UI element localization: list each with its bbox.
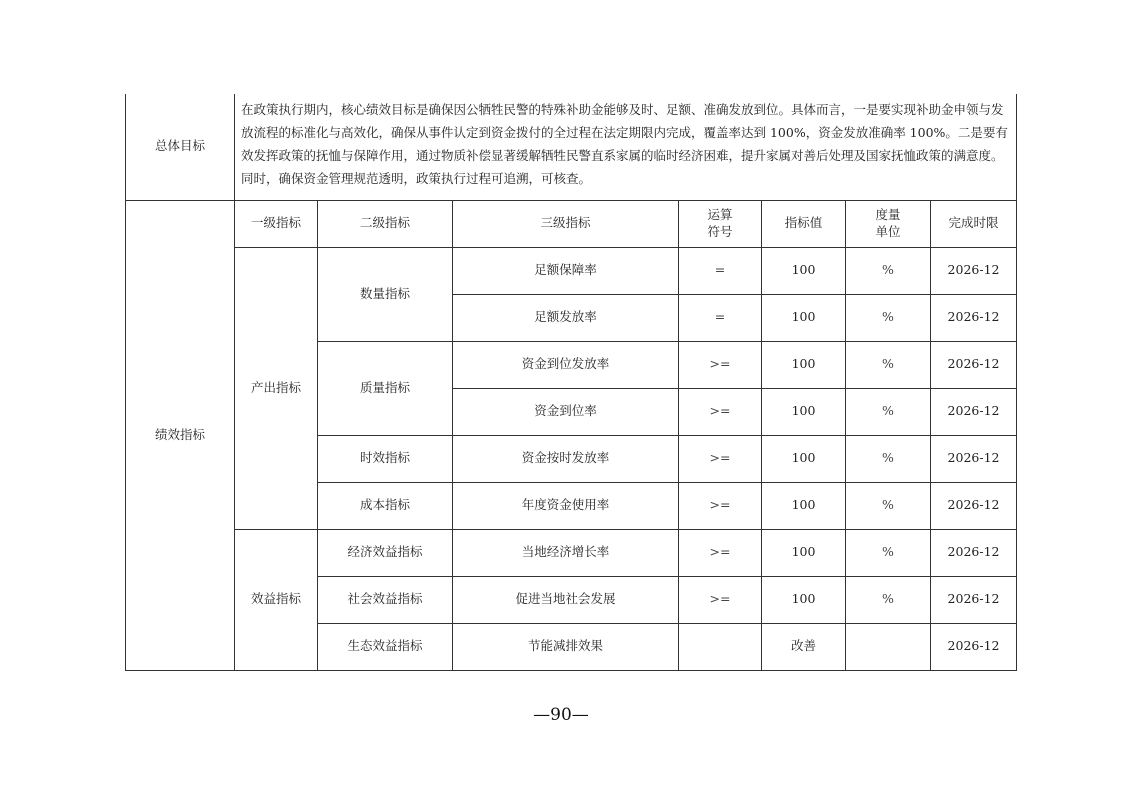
indicator-operator: >= (679, 388, 762, 435)
header-deadline: 完成时限 (931, 200, 1017, 247)
header-level1: 一级指标 (235, 200, 318, 247)
indicator-value: 改善 (762, 623, 846, 670)
indicator-name: 资金到位发放率 (453, 341, 679, 388)
overall-target-label: 总体目标 (126, 94, 235, 200)
indicator-unit: % (846, 482, 931, 529)
social-benefit-label: 社会效益指标 (318, 576, 453, 623)
indicator-operator: >= (679, 435, 762, 482)
indicator-deadline: 2026-12 (931, 247, 1017, 294)
table-row (126, 247, 1017, 294)
indicator-deadline: 2026-12 (931, 576, 1017, 623)
indicator-value: 100 (762, 294, 846, 341)
indicator-operator: >= (679, 529, 762, 576)
indicator-operator: >= (679, 576, 762, 623)
economic-benefit-label: 经济效益指标 (318, 529, 453, 576)
indicator-value: 100 (762, 482, 846, 529)
indicator-value: 100 (762, 529, 846, 576)
ecological-benefit-label: 生态效益指标 (318, 623, 453, 670)
indicator-name: 年度资金使用率 (453, 482, 679, 529)
timeliness-indicator-label: 时效指标 (318, 435, 453, 482)
header-value: 指标值 (762, 200, 846, 247)
indicator-unit: % (846, 435, 931, 482)
indicator-name: 节能减排效果 (453, 623, 679, 670)
header-unit: 度量 单位 (846, 200, 931, 247)
indicator-unit: % (846, 247, 931, 294)
indicator-deadline: 2026-12 (931, 388, 1017, 435)
indicator-unit: % (846, 341, 931, 388)
quality-indicator-label: 质量指标 (318, 341, 453, 435)
indicator-deadline: 2026-12 (931, 294, 1017, 341)
indicator-operator (679, 623, 762, 670)
header-operator: 运算 符号 (679, 200, 762, 247)
indicator-deadline: 2026-12 (931, 623, 1017, 670)
quantity-indicator-label: 数量指标 (318, 247, 453, 341)
overall-target-row (126, 94, 1017, 200)
indicator-deadline: 2026-12 (931, 482, 1017, 529)
performance-indicators-label: 绩效指标 (126, 200, 235, 670)
indicator-deadline: 2026-12 (931, 341, 1017, 388)
benefit-indicator-label: 效益指标 (235, 529, 318, 670)
performance-target-table (125, 94, 1017, 671)
indicator-name: 当地经济增长率 (453, 529, 679, 576)
indicator-value: 100 (762, 388, 846, 435)
header-row (126, 200, 1017, 247)
indicator-deadline: 2026-12 (931, 529, 1017, 576)
header-level2: 二级指标 (318, 200, 453, 247)
indicator-name: 资金到位率 (453, 388, 679, 435)
indicator-name: 资金按时发放率 (453, 435, 679, 482)
indicator-operator: = (679, 247, 762, 294)
indicator-unit: % (846, 576, 931, 623)
indicator-value: 100 (762, 435, 846, 482)
output-indicator-label: 产出指标 (235, 247, 318, 529)
overall-target-text: 在政策执行期内，核心绩效目标是确保因公牺牲民警的特殊补助金能够及时、足额、准确发放到位。具体而言，一是要实现补助金申领与发放流程的标准化与高效化，确保从事件认定到资金拨付的全过程在法定期限内完成，覆盖率达到 100%，资金发放准确率 100%。二是要有效发挥政策的抚恤与保障作用，通过物质补偿显著缓解牺牲民警直系家属的临时经济困难，提升家属对善后处理及国家抚恤政策的满意度。同时，确保资金管理规范透明，政策执行过程可追溯，可核查。 (235, 94, 1017, 200)
indicator-unit: % (846, 388, 931, 435)
indicator-value: 100 (762, 341, 846, 388)
indicator-unit (846, 623, 931, 670)
indicator-value: 100 (762, 576, 846, 623)
indicator-operator: >= (679, 482, 762, 529)
indicator-value: 100 (762, 247, 846, 294)
page-number: —90— (533, 705, 589, 725)
indicator-operator: >= (679, 341, 762, 388)
header-level3: 三级指标 (453, 200, 679, 247)
indicator-unit: % (846, 529, 931, 576)
indicator-name: 足额发放率 (453, 294, 679, 341)
indicator-operator: = (679, 294, 762, 341)
indicator-name: 足额保障率 (453, 247, 679, 294)
cost-indicator-label: 成本指标 (318, 482, 453, 529)
indicator-name: 促进当地社会发展 (453, 576, 679, 623)
indicator-deadline: 2026-12 (931, 435, 1017, 482)
indicator-unit: % (846, 294, 931, 341)
table-row (126, 529, 1017, 576)
